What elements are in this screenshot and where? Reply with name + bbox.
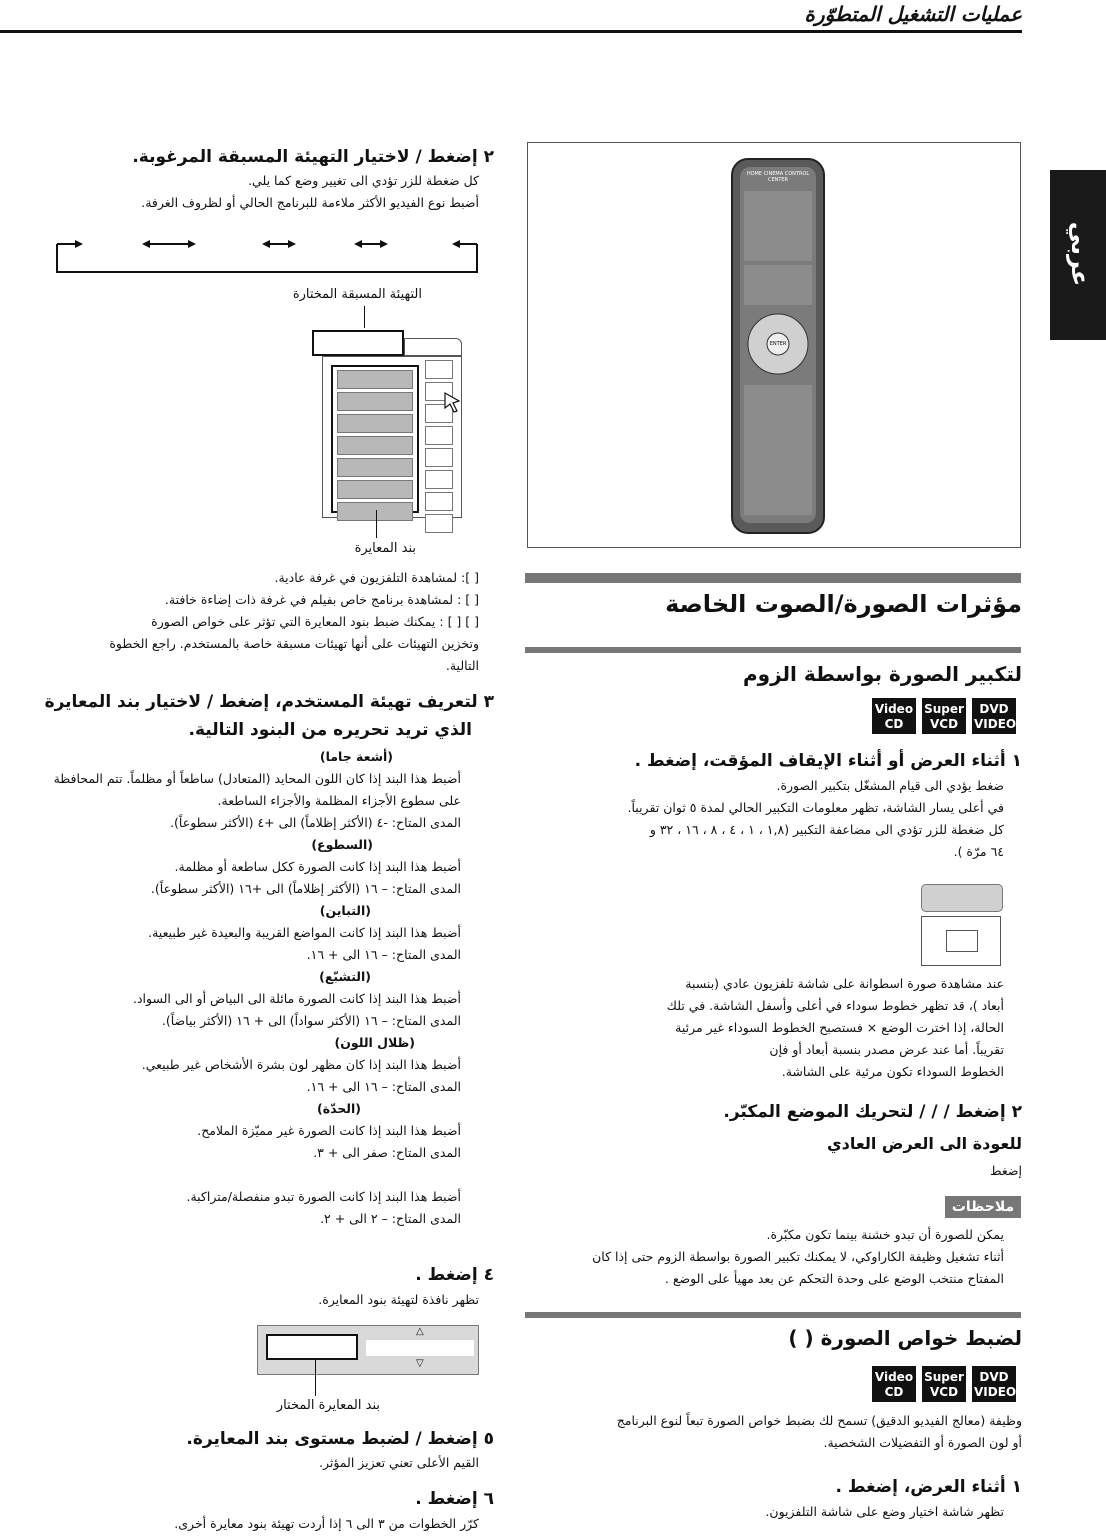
step5-title: ٥ إضغط / لضبط مستوى بند المعايرة. [186,1429,494,1449]
return-title: للعودة الى العرض العادي [826,1134,1022,1153]
item-gamma-name: (أشعة جاما) [319,749,393,764]
remote-number-pad [744,385,812,515]
adjust-dvd-video-badge: DVD VIDEO [972,1366,1016,1402]
diagram1-bottom-label: بند المعايرة [354,541,416,556]
item-gamma-line-2: على سطوع الأجزاء المظلمة والأجزاء الساطعة. [217,793,461,808]
step6-title: ٦ إضغط . [415,1489,494,1509]
zoom-step1-line-1: ضغط يؤدي الى قيام المشغّل بتكبير الصورة. [776,778,1004,793]
zoom-para-line-3: الحالة، إذا اخترت الوضع × فستصبح الخطوط السوداء غير مرئية [675,1020,1004,1035]
note-1: يمكن للصورة أن تبدو خشنة بينما تكون مكبّرة. [766,1227,1004,1242]
return-line: إضغط [990,1163,1022,1178]
bracket-line-5: التالية. [445,658,479,673]
item-gamma-line-1: أضبط هذا البند إذا كان اللون المحايد (المتعادل) ساطعاً أو مظلماً. تتم المحافظة [53,771,461,786]
calibration-window-diagram [257,1325,479,1375]
item-saturation [0,966,461,1032]
bracket-description [0,567,479,677]
calibration-item-6 [337,480,413,499]
diagram2-label: بند المعايرة المختار [276,1398,380,1413]
step2-line-1: كل ضغطة للزر تؤدي الى تغيير وضع كما يلي. [248,173,479,188]
item-contrast-line-1: أضبط هذا البند إذا كانت المواضع القريبة والبعيدة غير طبيعية. [148,925,461,940]
item-sharpness-line-1: أضبط هذا البند إذا كانت الصورة غير مميّزة الملامح. [197,1123,461,1138]
calibration-item-1 [337,370,413,389]
note-3: المفتاح منتخب الوضع على وحدة التحكم عن بعد مهيأ على الوضع . [664,1271,1004,1286]
zoom-badges [866,698,1016,734]
step2-title: ٢ إضغط / لاختيار التهيئة المسبقة المرغوبة. [132,147,494,167]
step5-line: القيم الأعلى تعني تعزيز المؤثر. [318,1455,479,1470]
item-tint-line-2: المدى المتاح: – ١٦ الى + ١٦. [306,1079,461,1094]
page-header-title: عمليات التشغيل المتطوّرة [804,2,1022,26]
zoom-step1-line-2: في أعلى يسار الشاشة، تظهر معلومات التكبير الحالي لمدة ٥ ثوان تقريباً. [627,800,1004,815]
item-unnamed [0,1164,461,1230]
item-sharpness-line-2: المدى المتاح: صفر الى + ٣. [313,1145,461,1160]
value-slot-6 [425,470,453,489]
item-tint [0,1032,461,1098]
zoom-info-indicator [921,884,1003,912]
cycle-double-arrow-2 [262,240,296,248]
note-2: أثناء تشغيل وظيفة الكاراوكي، لا يمكنك تكبير الصورة بواسطة الزوم حتى إذا كان [592,1249,1004,1264]
item-brightness-line-2: المدى المتاح: – ١٦ (الأكثر إظلاماً) الى +١٦ (الأكثر سطوعاً). [150,881,461,896]
zoom-step1-line-4: ٦٤ مرّة ). [953,844,1004,859]
adjust-step1-title: ١ أثناء العرض، إضغط . [835,1477,1022,1497]
step3-title-line-2: الذي تريد تحريره من البنود التالية. [188,720,472,740]
cycle-start-arrow [75,240,83,248]
cycle-double-arrow-3 [354,240,388,248]
pointer-icon [443,391,463,413]
language-side-tab [1050,170,1106,340]
item-gamma-line-3: المدى المتاح: -٤ (الأكثر إظلاماً) الى +٤ (الأكثر سطوعاً). [170,815,461,830]
cycle-loop-line [57,244,477,272]
diagram1-callout-label: التهيئة المسبقة المختارة [292,287,422,302]
adjust-description [522,1410,1022,1454]
item-tint-line-1: أضبط هذا البند إذا كان مظهر لون بشرة الأشخاص غير طبيعي. [141,1057,461,1072]
down-arrow-icon: ▽ [416,1358,424,1369]
zoom-step1-title: ١ أثناء العرض أو أثناء الإيقاف المؤقت، إضغط . [634,751,1022,771]
remote-transport-block [744,265,812,305]
item-unnamed-name [0,1164,461,1186]
section-bar-top [525,573,1021,583]
calibration-item-list [331,365,419,513]
zoom-para-line-4: تقريباً. أما عند عرض مصدر بنسبة أبعاد أو فإن [769,1042,1004,1057]
value-slot-4 [425,426,453,445]
item-saturation-line-1: أضبط هذا البند إذا كانت الصورة مائلة الى البياض أو الى السواد. [132,991,461,1006]
zoom-step1-line-3: كل ضغطة للزر تؤدي الى مضاعفة التكبير (١,٨ ، ١ ، ٤ ، ٨ ، ١٦ ، ٣٢ و [649,822,1004,837]
step4-line: تظهر نافذة لتهيئة بنود المعايرة. [318,1292,479,1307]
calibration-items-list [0,746,461,1230]
bracket-line-1: [ ]: لمشاهدة التلفزيون في غرفة عادية. [274,570,479,585]
item-sharpness-name: (الحدّة) [316,1101,361,1116]
item-contrast [0,900,461,966]
calibration-value-column [423,357,453,536]
zoom-bar [525,647,1021,653]
side-tab-label: عربي [1066,221,1094,287]
cycle-end-arrow [452,240,460,248]
item-unnamed-line-1: أضبط هذا البند إذا كانت الصورة تبدو منفصلة/متراكبة. [186,1189,461,1204]
item-unnamed-line-2: المدى المتاح: – ٢ الى + ٢. [320,1211,461,1226]
item-saturation-line-2: المدى المتاح: – ١٦ (الأكثر سواداً) الى + ١٦ (الأكثر بياضاً). [161,1013,461,1028]
item-brightness-name: (السطوع) [311,837,373,852]
calibration-item-2 [337,392,413,411]
notes-label: ملاحظات [945,1196,1021,1218]
step3-title [0,688,494,744]
step3-title-line-1: ٣ لتعريف تهيئة المستخدم، إضغط / لاختيار بند المعايرة [44,692,494,712]
zoom-para-line-5: الخطوط السوداء تكون مرئية على الشاشة. [781,1064,1004,1079]
adjust-line-1: وظيفة (معالج الفيديو الدقيق) تسمح لك بضبط خواص الصورة تبعاً لنوع البرنامج [616,1413,1022,1428]
section-title: مؤثرات الصورة/الصوت الخاصة [665,590,1022,618]
adjust-line-2: أو لون الصورة أو التفضيلات الشخصية. [823,1435,1022,1450]
video-cd-badge: Video CD [872,698,916,734]
value-slot-7 [425,492,453,511]
dvd-video-badge: DVD VIDEO [972,698,1016,734]
step2-text [0,170,479,214]
value-slot-1 [425,360,453,379]
notes-list [514,1224,1004,1290]
diagram1-callout-line [364,306,365,328]
remote-top-button-grid [744,191,812,261]
item-brightness [0,834,461,900]
item-saturation-name: (التشبّع) [319,969,371,984]
value-slot-5 [425,448,453,467]
calibration-item-3 [337,414,413,433]
adjust-step1-line: تظهر شاشة اختيار وضع على شاشة التلفزيون. [765,1504,1004,1519]
zoom-area-box [946,930,978,952]
selected-preset-box [312,330,404,356]
zoom-para-line-1: عند مشاهدة صورة اسطوانة على شاشة تلفزيون عادي (بنسبة [685,976,1004,991]
bracket-line-3: [ ] [ ] : يمكنك ضبط بنود المعايرة التي تؤثر على خواص الصورة [151,614,479,629]
item-sharpness [0,1098,461,1164]
adjust-badges [866,1366,1016,1402]
header-rule [0,30,1022,33]
remote-control-image [728,157,828,537]
calibration-value-bar [366,1340,474,1356]
preset-window-diagram [312,330,462,518]
adjust-video-cd-badge: Video CD [872,1366,916,1402]
preset-tab [404,338,462,356]
item-contrast-line-2: المدى المتاح: – ١٦ الى + ١٦. [306,947,461,962]
adjust-super-vcd-badge: Super VCD [922,1366,966,1402]
zoom-para-line-2: أبعاد )، قد تظهر خطوط سوداء في أعلى وأسفل الشاشة. في تلك [666,998,1004,1013]
bracket-line-2: [ ] : لمشاهدة برنامج خاص بفيلم في غرفة ذات إضاءة خافتة. [164,592,479,607]
super-vcd-badge: Super VCD [922,698,966,734]
zoom-paragraph [514,973,1004,1083]
adjust-bar [525,1312,1021,1318]
diagram1-bottom-line [376,510,377,538]
selected-calibration-box [266,1334,358,1360]
calibration-item-5 [337,458,413,477]
calibration-item-7 [337,502,413,521]
up-arrow-icon: △ [416,1326,424,1337]
step6-line: كرّر الخطوات من ٣ الى ٦ إذا أردت تهيئة بنود معايرة أخرى. [174,1516,479,1531]
step2-line-2: أضبط نوع الفيديو الأكثر ملاءمة للبرنامج الحالي أو لظروف الغرفة. [141,195,479,210]
step4-title: ٤ إضغط . [415,1265,494,1285]
adjust-title: لضبط خواص الصورة ( ) [788,1326,1022,1350]
calibration-item-4 [337,436,413,455]
value-slot-8 [425,514,453,533]
diagram2-callout-line [315,1358,316,1396]
zoom-title: لتكبير الصورة بواسطة الزوم [743,662,1022,686]
bracket-line-4: وتخزين التهيئات على أنها تهيئات مسبقة خاصة بالمستخدم. راجع الخطوة [109,636,479,651]
remote-enter-label: ENTER [769,341,787,347]
zoom-screen-diagram [921,916,1001,966]
preset-window-body [322,356,462,518]
item-tint-name: (ظلال اللون) [334,1035,415,1050]
mode-cycle-diagram [50,232,482,278]
cycle-double-arrow-1 [142,240,196,248]
remote-illustration-frame [527,142,1021,548]
item-contrast-name: (التباين) [319,903,371,918]
item-brightness-line-1: أضبط هذا البند إذا كانت الصورة ككل ساطعة أو مظلمة. [174,859,461,874]
zoom-step2-title: ٢ إضغط / / / لتحريك الموضع المكبّر. [723,1102,1022,1122]
remote-brand-label: HOME CINEMA CONTROL CENTER [746,171,810,183]
zoom-step1-text [514,775,1004,863]
item-gamma [0,746,461,834]
